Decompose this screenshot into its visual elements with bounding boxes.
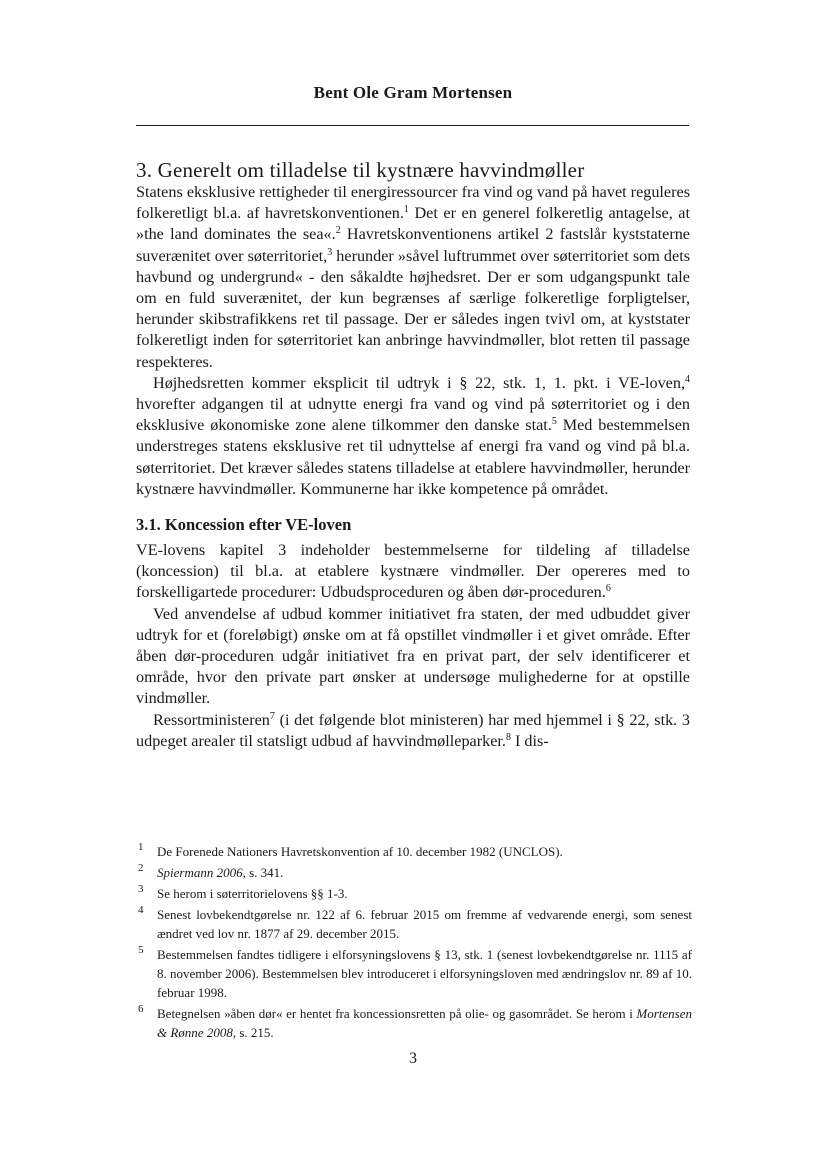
footnote [136,863,692,882]
footnote-ref-1[interactable]: 1 [403,204,409,216]
paragraph-text: I dis- [510,731,549,750]
footnote-number: 3 [138,883,144,895]
paragraph-text: (i det følgende blot ministeren) har med hjemmel i § 22, stk. 3 udpeget arealer til statsligt udbud af havvindmølleparker. [136,710,690,750]
citation-italic: Mortensen & Rønne 2008 [157,1006,692,1040]
header-rule [136,125,689,126]
subsection-paragraph-3 [136,710,690,752]
paragraph-text: Højhedsretten kommer eksplicit til udtryk i § 22, stk. 1, 1. pkt. i VE-loven, [153,373,685,392]
footnote-number: 5 [138,944,144,956]
footnote-ref-4[interactable]: 4 [685,373,690,385]
footnote-ref-7[interactable]: 7 [269,710,275,722]
footnote-ref-8[interactable]: 8 [505,731,511,743]
footnote-text-pre: Betegnelsen »åben dør« er hentet fra koncessionsretten på olie- og gasområdet. Se herom i [157,1006,637,1021]
footnote-ref-6[interactable]: 6 [605,583,611,595]
footnote [136,1004,692,1042]
footnote [136,842,692,861]
footnote [136,905,692,943]
footnote-number: 2 [138,862,144,874]
paragraph-text: hvorefter adgangen til at udnytte energi fra vand og vind på søterritoriet og i den eksklusive økonomiske zone alene tilkommer den danske stat. [136,395,690,435]
running-head: Bent Ole Gram Mortensen [313,83,513,102]
footnote-number: 6 [138,1003,144,1015]
footnote-text-rest: , s. 215. [232,1025,274,1040]
paragraph-text: Statens eksklusive rettigheder til energiressourcer fra vind og vand på havet reguleres folkeretligt bl.a. af havretskonventionen. [136,183,690,223]
footnote-text: De Forenede Nationers Havretskonvention af 10. december 1982 (UNCLOS). [157,844,563,859]
page-number: 3 [409,1050,417,1067]
footnote [136,884,692,903]
footnote-number: 4 [138,904,144,916]
footnote-number: 1 [138,841,144,853]
footnote [136,945,692,1002]
paragraph-text: VE-lovens kapitel 3 indeholder bestemmelserne for tildeling af tilladelse (koncession) til bl.a. at etablere kystnære vindmøller. Der opereres med to forskelligartede procedurer: Udbudsproceduren og åben dør-proceduren. [136,541,690,602]
section-title: 3. Generelt om tilladelse til kystnære havvindmøller [136,158,585,182]
footnote-ref-2[interactable]: 2 [335,225,341,237]
paragraph-text: herunder »såvel luftrummet over søterritoriet som dets havbund og undergrund« - den såkaldte højhedsret. Der er som udgangspunkt tale om en fuld suverænitet, der kun begrænses af særlige folkeretlige forpligtelser, herunder skibstrafikkens ret til passage. Der er således ingen tvivl om, at kyststater folkeretligt inden for søterritoriet kan anbringe havvindmøller, blot retten til passage respekteres. [136,246,690,371]
footnote-text: Senest lovbekendtgørelse nr. 122 af 6. februar 2015 om fremme af vedvarende energi, som senest ændret ved lov nr. 1877 af 29. december 2015. [157,907,692,941]
paragraph-text: Havretskonventionens artikel 2 fastslår kyststaterne suverænitet over søterritoriet, [136,225,690,265]
citation-italic: Spiermann 2006 [157,865,243,880]
paragraph-text: Det er en generel folkeretlig antagelse, at »the land dominates the sea«. [136,204,690,244]
body-text [136,158,690,752]
footnote-text [157,1004,692,1042]
footnotes [136,842,692,1044]
paragraph-text: Ressortministeren [153,710,270,729]
footnote-text-rest: , s. 341. [242,865,284,880]
footnote-text [157,863,692,882]
subsection-paragraph-2: Ved anvendelse af udbud kommer initiativet fra staten, der med udbuddet giver udtryk for et (foreløbigt) ønske om at få opstillet vindmøller i et givet område. Efter åben dør-proceduren udgår initiativet fra en privat part, der selv identificerer et område, hvor den private part ønsker at undersøge mulighederne for at opstille vindmøller. [136,604,690,708]
subsection-title: 3.1. Koncession efter VE-loven [136,515,352,535]
footnote-text: Bestemmelsen fandtes tidligere i elforsyningslovens § 13, stk. 1 (senest lovbekendtgørelse nr. 1115 af 8. november 2006). Bestemmelsen blev introduceret i elforsyningsloven med ændringslov nr. 89 af 10. februar 1998. [157,947,692,1000]
footnote-text: Se herom i søterritorielovens §§ 1-3. [157,886,348,901]
footnote-ref-3[interactable]: 3 [327,246,333,258]
footnote-ref-5[interactable]: 5 [551,416,557,428]
section-paragraph-1 [136,182,690,373]
paragraph-text: Med bestemmelsen understreges statens eksklusive ret til udnyttelse af energi fra vand og vind på bl.a. søterritoriet. Det kræver således statens tilladelse at etablere havvindmøller, herunder kystnære havvindmøller. Kommunerne har ikke kompetence på området. [136,416,690,498]
section-paragraph-2 [136,373,690,500]
subsection-paragraph-1 [136,540,690,604]
